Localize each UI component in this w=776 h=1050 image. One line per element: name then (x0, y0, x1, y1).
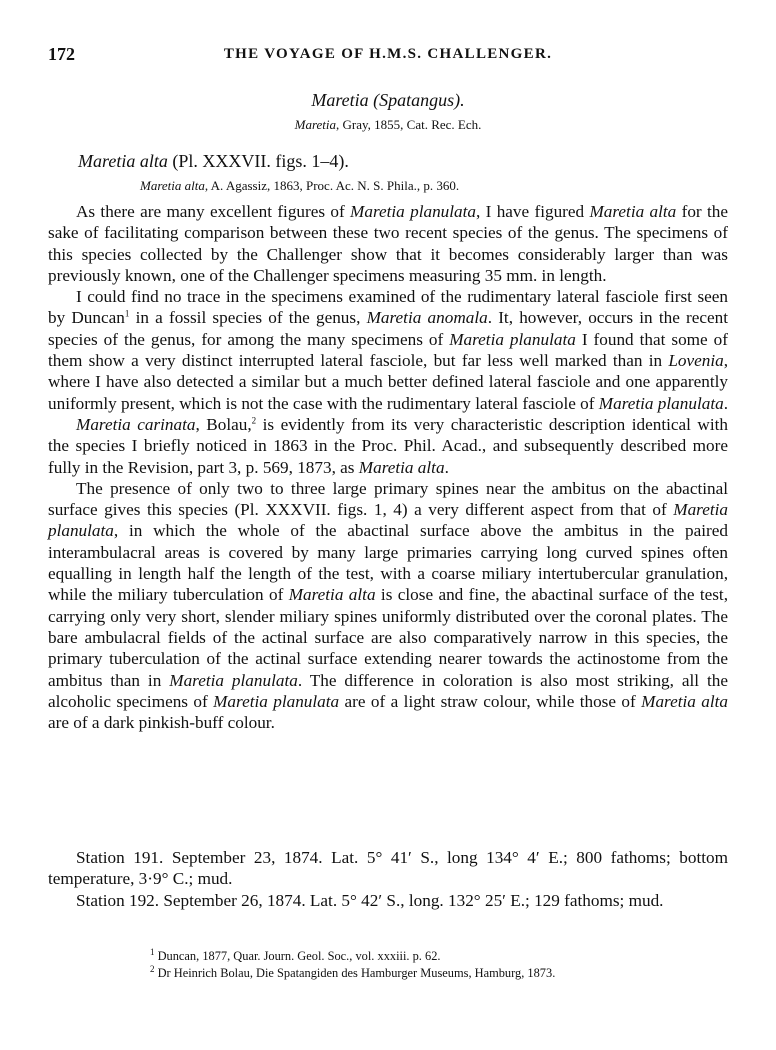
species-italic: Maretia planulata (449, 329, 576, 349)
genus-italic: Lovenia (668, 351, 724, 371)
text-run: , where I have also detected a similar but a much better defined lateral fasciole and one apparently uniformly present, which is not the case with the rudimentary lateral fasciole of (48, 351, 728, 413)
text-run: As there are many excellent figures of (76, 202, 351, 221)
text-run: . (444, 457, 449, 477)
text-run: for the sake of facilitating comparison between these two recent species of the genus. The specimens of this species collected by the Challenger show that it becomes considerably larger than was previously known, one of the Challenger specimens measuring 35 mm. in length. (48, 202, 728, 285)
species-italic: Maretia alta (358, 457, 445, 477)
species-italic: Maretia planulata (598, 393, 724, 413)
text-run: The presence of only two to three large primary spines near the ambitus on the abactinal surface gives this species (Pl. XXXVII. figs. 1, 4) a very different aspect from that of (48, 478, 728, 520)
paragraph-4 (48, 478, 728, 734)
species-italic: Maretia carinata (76, 414, 196, 434)
species-italic: Maretia planulata (350, 202, 477, 221)
footnote-2 (150, 965, 710, 982)
text-run: , in which the whole of the abactinal surface above the ambitus in the paired interambulacral areas is covered by many large primaries carrying long curved spines often equalling in length half the length of the test, with a coarse miliary intertubercular granulation, while the miliary tuberculation of (48, 521, 728, 605)
genus-reference-name: Maretia (294, 117, 337, 132)
species-italic: Maretia alta (288, 585, 376, 605)
text-run: . It, however, occurs in the recent species of the genus, for among the many specimens of (48, 308, 729, 349)
species-italic: Maretia planulata (213, 691, 340, 711)
text-run: is evidently from its very characteristic description identical with the species I briefly noticed in 1863 in the Proc. Phil. Acad., and subsequently described more fully in the Revision, part 3, p. 569, 1873, as (48, 414, 728, 477)
species-heading (78, 151, 349, 172)
species-italic: Maretia planulata (169, 670, 298, 690)
running-head (48, 44, 728, 68)
species-name: Maretia alta (78, 151, 168, 171)
species-reference (140, 178, 459, 194)
text-run: are of a light straw colour, while those of (339, 691, 642, 711)
footnote-2-marker: 2 (150, 963, 155, 974)
page-number: 172 (48, 44, 75, 64)
text-run: , I have figured (476, 202, 590, 221)
station-192: Station 192. September 26, 1874. Lat. 5° 42′ S., long. 132° 25′ E.; 129 fathoms; mud. (76, 890, 664, 910)
species-italic: Maretia alta (589, 202, 677, 221)
text-run: in a fossil species of the genus, (129, 308, 367, 328)
footnote-marker: 2 (251, 415, 257, 426)
body-text (48, 201, 728, 733)
species-italic: Maretia alta (641, 691, 728, 711)
footnote-marker: 1 (124, 308, 130, 319)
footnotes (150, 948, 710, 982)
genus-reference (0, 117, 776, 133)
footnote-1 (150, 948, 710, 965)
footnote-1-text: Duncan, 1877, Quar. Journ. Geol. Soc., vol. xxxiii. p. 62. (154, 949, 441, 963)
species-plate-ref: (Pl. XXXVII. figs. 1–4). (167, 151, 349, 171)
station-191: Station 191. September 23, 1874. Lat. 5° 41′ S., long 134° 4′ E.; 800 fathoms; bottom temperature, 3·9° C.; mud. (48, 848, 728, 889)
paragraph-2 (48, 286, 728, 414)
text-run: is close and fine, the abactinal surface of the test, carrying only very short, slender miliary spines uniformly distributed over the coronal plates. The bare ambulacral fields of the actinal surface are also comparatively narrow in this species, the primary tuberculation of the actinal surface extending nearer towards the actinostome from the ambitus than in (48, 585, 729, 690)
text-run: . The difference in coloration is also most striking, all the alcoholic specimens of (48, 670, 729, 711)
footnote-2-text: Dr Heinrich Bolau, Die Spatangiden des Hamburger Museums, Hamburg, 1873. (154, 966, 556, 980)
text-run: I found that some of them show a very distinct interrupted lateral fasciole, but far less well marked than in (48, 329, 728, 371)
text-run: I could find no trace in the specimens examined of the rudimentary lateral fasciole first seen by Duncan (48, 287, 728, 328)
genus-reference-citation: , Gray, 1855, Cat. Rec. Ech. (336, 117, 482, 132)
paragraph-1 (48, 201, 728, 286)
genus-heading: Maretia (Spatangus). (311, 90, 465, 110)
paragraph-3 (48, 414, 728, 478)
species-reference-name: Maretia alta (140, 178, 205, 193)
species-italic: Maretia planulata (48, 500, 728, 541)
running-title: THE VOYAGE OF H.M.S. CHALLENGER. (223, 46, 553, 62)
footnote-1-marker: 1 (150, 946, 155, 957)
text-run: , Bolau, (195, 414, 252, 434)
station-records (48, 847, 728, 911)
text-run: . (723, 393, 728, 413)
species-italic: Maretia anomala (366, 308, 488, 328)
text-run: are of a dark pinkish-buff colour. (48, 713, 275, 733)
species-reference-citation: , A. Agassiz, 1863, Proc. Ac. N. S. Phila., p. 360. (204, 178, 460, 193)
